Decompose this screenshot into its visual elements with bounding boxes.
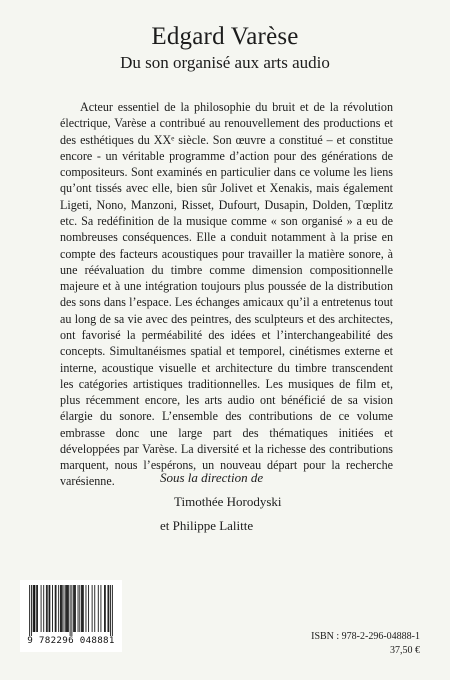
barcode-bar [92, 585, 93, 632]
barcode-bar [49, 585, 50, 632]
barcode-bar [56, 585, 57, 632]
barcode-bar [43, 585, 44, 632]
barcode-bar [29, 585, 30, 636]
barcode-bar [105, 585, 106, 632]
barcode-bar [104, 585, 105, 632]
barcode-bar [41, 585, 42, 632]
blurb-paragraph: Acteur essentiel de la philosophie du bruit et de la révolution électrique, Varèse a contribué au renouvellement des productions et des esthétiques du XXᵉ siècle. Son œuvre a constitué – et constitue encore - un véritable programme d’action pour des générations de compositeurs. Sont examinés en particulier dans ce volume les liens qu’ont tissés avec elle, bien sûr Jolivet et Xenakis, mais également Ligeti, Nono, Manzoni, Risset, Dufourt, Dusapin, Dolden, Tœplitz etc. Sa redéfinition de la musique comme « son organisé » a eu de nombreuses conséquences. Elle a conduit notamment à la prise en compte des facteurs acoustiques pour travailler la matière sonore, à une réévaluation du timbre comme dimension compositionnelle majeure et à une intégration toujours plus poussée de la distribution des sons dans l’espace. Les échanges amicaux qu’il a entretenus tout au long de sa vie avec des peintres, des sculpteurs et des architectes, ont favorisé la perméabilité des idées et l’interchangeabilité des concepts. Simultanéismes spatial et temporel, cinétismes externe et interne, acoustique visuelle et architecture du timbre transcendent les catégories artistiques traditionnelles. Les musiques de film et, plus récemment encore, les arts audio ont bénéficié de sa vision élargie du sonore. L’ensemble des contributions de ce volume embrasse donc une large part des thématiques initiées et développées par Varèse. La diversité et la richesse des contributions marquent, nous l’espérons, un nouveau départ pour la recherche varésienne. [60, 100, 393, 489]
barcode-bar [47, 585, 48, 632]
barcode-bar [74, 585, 75, 632]
editor-name-2: et Philippe Lalitte [160, 518, 254, 533]
barcode-bar [62, 585, 63, 632]
barcode [20, 580, 122, 652]
barcode-bar [36, 585, 37, 632]
barcode-bar [71, 585, 72, 636]
barcode-bar [34, 585, 35, 632]
barcode-bar [110, 585, 111, 636]
barcode-bar [108, 585, 109, 632]
isbn: ISBN : 978-2-296-04888-1 [311, 631, 420, 642]
blurb [60, 99, 393, 490]
barcode-bar [70, 585, 71, 636]
barcode-bar [65, 585, 66, 632]
barcode-bar [34, 585, 35, 632]
barcode-bar [79, 585, 80, 632]
barcode-bar [64, 585, 65, 632]
barcode-bar [66, 585, 67, 632]
direction-label: Sous la direction de [160, 470, 264, 485]
barcode-bars [20, 580, 122, 636]
barcode-bar [86, 585, 87, 632]
price: 37,50 € [390, 645, 420, 656]
barcode-bar [49, 585, 50, 632]
barcode-bar [61, 585, 62, 632]
barcode-bar [67, 585, 68, 632]
barcode-bar [73, 585, 74, 632]
barcode-bar [68, 585, 69, 632]
barcode-bar [81, 585, 82, 632]
barcode-digits: 9 782296 048881 [27, 635, 115, 646]
barcode-bar [83, 585, 84, 632]
barcode-bar [75, 585, 76, 632]
barcode-bar [55, 585, 56, 632]
barcode-bar [108, 585, 109, 632]
barcode-bar [58, 585, 59, 632]
book-title: Edgard Varèse [151, 23, 299, 50]
barcode-bar [60, 585, 61, 632]
barcode-bar [31, 585, 32, 636]
editor-name-1: Timothée Horodyski [174, 494, 282, 509]
barcode-bar [78, 585, 79, 632]
barcode-bar [112, 585, 113, 636]
barcode-bar [52, 585, 53, 632]
barcode-bar [82, 585, 83, 632]
barcode-bar [94, 585, 95, 632]
barcode-bar [98, 585, 99, 632]
barcode-bar [33, 585, 34, 632]
barcode-bar [100, 585, 101, 632]
barcode-bar [37, 585, 38, 632]
barcode-bar [46, 585, 47, 632]
book-subtitle: Du son organisé aux arts audio [120, 53, 330, 72]
barcode-bar [88, 585, 89, 632]
